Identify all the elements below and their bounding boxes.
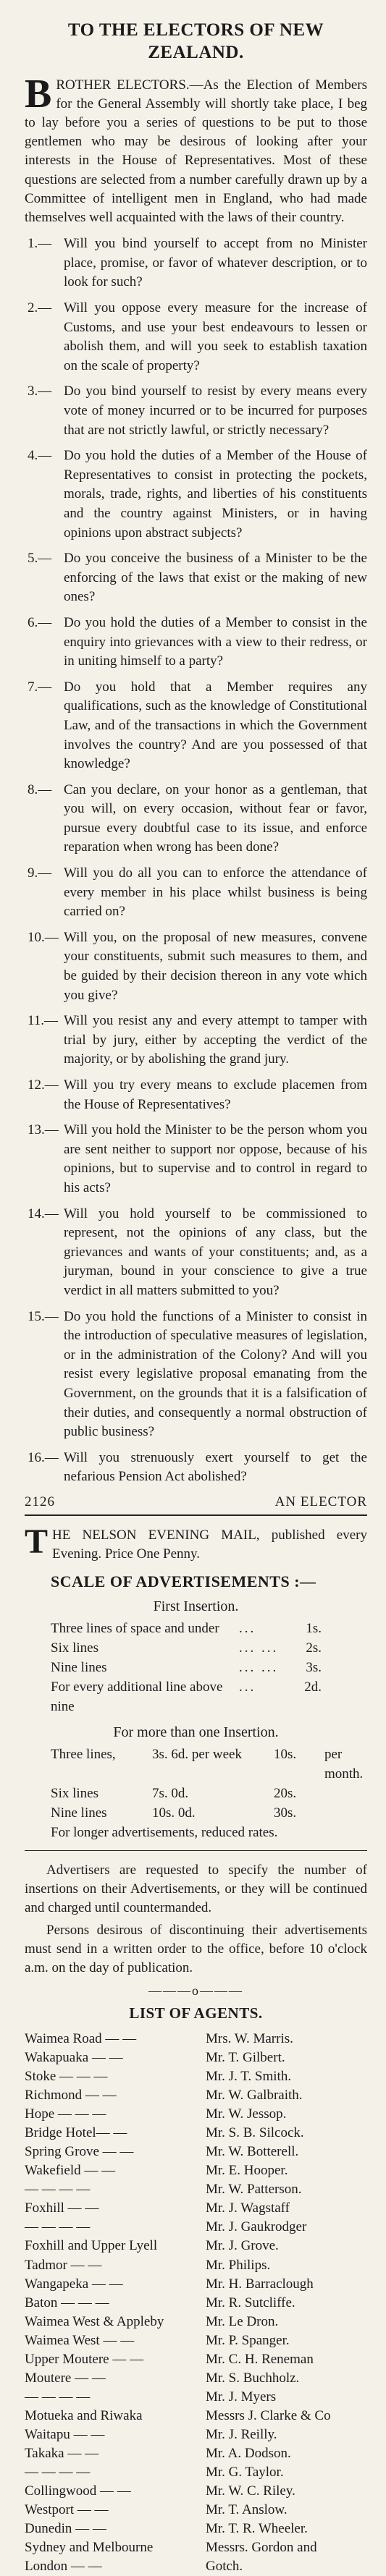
agent-place: Collingwood — — <box>25 2483 131 2499</box>
question-number: 10.— <box>28 929 59 945</box>
question-text: Do you hold the duties of a Member to consist in the enquiry into grievances with a view to their redress, or in uniting himself to a party? <box>64 614 367 669</box>
discontinue-paragraph: Persons desirous of discontinuing their advertisements must send in a written order to the office, before 10 o'clock a.m. on the day of publication. <box>25 1922 367 1976</box>
agent-place: Bridge Hotel— — <box>25 2125 127 2141</box>
agent-name: Mr. T. Anslow. <box>206 2501 288 2517</box>
agent-row <box>25 2143 367 2161</box>
agent-place: — — — — <box>25 2389 91 2405</box>
rate-row <box>51 1619 367 1639</box>
question-item <box>25 549 367 607</box>
signature-ref: 2126 <box>25 1494 55 1509</box>
question-text: Do you hold the duties of a Member of the House of Representatives to consist in protecting the pockets, morals, trade, rights, and liberties of his constituents and the country against Ministers, or in having opinions upon abstract subjects? <box>64 448 367 541</box>
agent-place: — — — — <box>25 2182 91 2198</box>
agent-row <box>25 2048 367 2067</box>
agent-row <box>25 2501 367 2520</box>
rate-leader: ... ... <box>239 1660 279 1676</box>
question-number: 2.— <box>28 300 52 316</box>
question-item <box>25 1012 367 1069</box>
rate-row <box>51 1658 367 1678</box>
agent-row <box>25 2124 367 2143</box>
agent-place: Spring Grove — — <box>25 2144 134 2160</box>
agent-name: Mr. J. T. Smith. <box>206 2069 292 2085</box>
multi-rate-row <box>51 1804 367 1823</box>
rate-price: 2d. <box>304 1679 322 1695</box>
agent-place: Dunedin — — <box>25 2520 106 2536</box>
multi-rate-unit: per month. <box>324 1747 364 1782</box>
question-item <box>25 1076 367 1114</box>
agent-name: Gotch. <box>206 2558 243 2574</box>
agent-name: Messrs J. Clarke & Co <box>206 2407 331 2423</box>
intro-dropcap: B <box>25 71 52 116</box>
agent-row <box>25 2482 367 2501</box>
agent-row <box>25 2557 367 2576</box>
question-number: 6.— <box>28 614 52 630</box>
question-text: Do you bind yourself to resist by every means every vote of money incurred or to be incurred for purposes that are not strictly lawful, or strictly necessary? <box>64 384 367 438</box>
mail-dropcap: T <box>25 1522 49 1561</box>
agent-place: — — — — <box>25 2464 91 2480</box>
multi-rate-week: 7s. 0d. <box>152 1786 189 1802</box>
agent-place: Wakefield — — <box>25 2163 116 2179</box>
question-text: Can you declare, on your honor as a gentleman, that you will, on every occasion, without fear or favor, pursue every doubtful case to its issue, and enforce reparation when wrong has been done? <box>64 781 367 855</box>
first-insertion-heading: First Insertion. <box>153 1598 239 1615</box>
question-item <box>25 678 367 774</box>
agent-name: Mr. E. Hooper. <box>206 2163 288 2179</box>
agent-row <box>25 2369 367 2388</box>
question-number: 11.— <box>28 1013 59 1029</box>
question-text: Will you hold yourself to be commissioned to represent, not the opinions of any class, but the grievances and wants of your constituents; and, as a juryman, bound in your conscience to give a true verdict in all matters submitted to you? <box>64 1206 367 1298</box>
agent-name: Mr. Philips. <box>206 2257 271 2273</box>
agent-row <box>25 2520 367 2538</box>
agent-place: Westport — — <box>25 2501 109 2517</box>
agent-name: Messrs. Gordon and <box>206 2539 317 2555</box>
agent-name: Mr. W. Patterson. <box>206 2182 302 2198</box>
question-number: 9.— <box>28 865 52 881</box>
agent-row <box>25 2425 367 2444</box>
multi-rate-week: 10s. 0d. <box>152 1805 196 1821</box>
agents-title: LIST OF AGENTS. <box>129 2004 263 2022</box>
multi-rate-lines: Nine lines <box>51 1805 107 1821</box>
question-item <box>25 928 367 1005</box>
agent-place: Sydney and Melbourne <box>25 2539 154 2555</box>
agent-row <box>25 2463 367 2482</box>
agent-row <box>25 2161 367 2180</box>
question-text: Will you oppose every measure for the increase of Customs, and use your best endeavours to lessen or abolish them, and will you seek to establish taxation on the scale of property? <box>64 300 367 373</box>
rate-row <box>51 1639 367 1658</box>
question-number: 8.— <box>28 781 52 797</box>
agent-place: Takaka — — <box>25 2445 99 2461</box>
rate-leader: ... ... <box>239 1640 279 1656</box>
question-number: 3.— <box>28 384 52 399</box>
agent-name: Mr. J. Myers <box>206 2389 277 2405</box>
agent-row <box>25 2313 367 2331</box>
agent-place: Waimea West — — <box>25 2332 135 2348</box>
agent-name: Mr. T. R. Wheeler. <box>206 2520 308 2536</box>
agent-name: Mr. W. Jessop. <box>206 2106 287 2122</box>
agent-row <box>25 2237 367 2255</box>
question-text: Will you, on the proposal of new measures, convene your constituents, submit such measures to them, and be guided by their decision thereon in any vote which you give? <box>64 929 367 1003</box>
headline <box>25 19 367 64</box>
rate-leader: ... <box>239 1621 256 1637</box>
question-text: Do you hold the functions of a Minister to consist in the introduction of speculative measures of legislation, or in the administration of the Colony? And will you resist every legislative proposal emanating from the Government, on the grounds that it is a falsification of their duties, and consequently a normal obstruction of public business? <box>64 1308 367 1440</box>
question-item <box>25 1308 367 1442</box>
agent-name: Mr. H. Barraclough <box>206 2276 314 2292</box>
agent-row <box>25 2256 367 2275</box>
rate-leader: ... <box>239 1679 256 1695</box>
agent-name: Mr. S. B. Silcock. <box>206 2125 304 2141</box>
multi-rate-month: 20s. <box>274 1786 297 1802</box>
agent-row <box>25 2444 367 2463</box>
divider-ornament: ———o——— <box>148 1983 243 1999</box>
question-text: Will you try every means to exclude placemen from the House of Representatives? <box>64 1077 367 1112</box>
multi-rate-week: 3s. 6d. per week <box>152 1747 242 1763</box>
agent-row <box>25 2294 367 2313</box>
agent-place: Upper Moutere — — <box>25 2351 144 2367</box>
rate-label: Six lines <box>51 1640 98 1656</box>
multi-rate-month: 30s. <box>274 1805 297 1821</box>
agent-name: Mr. G. Taylor. <box>206 2464 284 2480</box>
agent-place: Waitapu — — <box>25 2426 105 2442</box>
agent-row <box>25 2350 367 2369</box>
agent-name: Mr. Le Dron. <box>206 2313 279 2329</box>
rate-label: For every additional line above nine <box>51 1679 223 1715</box>
agent-place: London — — <box>25 2558 102 2574</box>
agent-place: Moutere — — <box>25 2370 106 2386</box>
agent-name: Mr. R. Sutcliffe. <box>206 2295 295 2310</box>
agent-name: Mr. C. H. Reneman <box>206 2351 314 2367</box>
question-text: Will you bind yourself to accept from no Minister place, promise, or favor of whatever description, or to look for such? <box>64 236 367 290</box>
question-text: Do you hold that a Member requires any qualifications, such as the knowledge of Constitutional Law, and of the transactions in which the Government involves the country? And are you possessed of that knowledge? <box>64 679 367 772</box>
signature-line <box>25 1494 367 1510</box>
headline-line-1: TO THE ELECTORS OF NEW <box>67 20 324 40</box>
agent-place: Richmond — — <box>25 2088 117 2103</box>
advertisers-paragraph: Advertisers are requested to specify the number of insertions on their Advertisements, or they will be continued and charged until countermanded. <box>25 1863 367 1916</box>
agent-name: Mr. J. Gaukrodger <box>206 2219 307 2235</box>
more-insertion-heading: For more than one Insertion. <box>113 1724 279 1741</box>
agent-row <box>25 2331 367 2350</box>
question-item <box>25 299 367 376</box>
mail-notice <box>25 1522 367 1564</box>
agent-row <box>25 2105 367 2124</box>
multi-rate-lines: Six lines <box>51 1786 98 1802</box>
question-number: 14.— <box>28 1206 59 1221</box>
question-number: 12.— <box>28 1077 59 1093</box>
rate-label: Nine lines <box>51 1660 107 1676</box>
question-item <box>25 864 367 922</box>
agent-place: Waimea Road — — <box>25 2031 137 2047</box>
agent-row <box>25 2275 367 2294</box>
agent-name: Mr. J. Wagstaff <box>206 2200 290 2216</box>
rate-price: 1s. <box>306 1621 322 1637</box>
question-number: 5.— <box>28 551 52 567</box>
mail-text: HE NELSON EVENING MAIL, published every Evening. Price One Penny. <box>52 1527 367 1562</box>
agent-place: — — — — <box>25 2219 91 2235</box>
agent-name: Mr. S. Buchholz. <box>206 2370 300 2386</box>
question-text: Will you do all you can to enforce the attendance of every member in his place whilst business is being carried on? <box>64 865 367 920</box>
agent-name: Mr. W. C. Riley. <box>206 2483 295 2499</box>
agent-place: Foxhill and Upper Lyell <box>25 2238 158 2254</box>
question-text: Do you conceive the business of a Minister to be the enforcing of the laws that exist or the making of new ones? <box>64 551 367 605</box>
agent-place: Motueka and Riwaka <box>25 2407 143 2423</box>
agent-name: Mr. W. Galbraith. <box>206 2088 303 2103</box>
agents-list <box>25 2030 367 2575</box>
agent-row <box>25 2218 367 2237</box>
agent-place: Wangapeka — — <box>25 2276 123 2292</box>
agent-row <box>25 2180 367 2199</box>
question-number: 1.— <box>28 236 52 252</box>
multi-rate-row <box>51 1745 367 1784</box>
question-item <box>25 1205 367 1301</box>
agent-name: Mr. J. Reilly. <box>206 2426 277 2442</box>
rate-label: Three lines of space and under <box>51 1621 219 1637</box>
questions-list <box>25 234 367 1487</box>
agent-row <box>25 2067 367 2086</box>
multi-rate-lines: Three lines, <box>51 1747 116 1763</box>
question-item <box>25 382 367 440</box>
rate-price: 3s. <box>306 1660 322 1676</box>
ad-scale-title: SCALE OF ADVERTISEMENTS :— <box>51 1572 316 1591</box>
agent-place: Wakapuaka — — <box>25 2050 123 2066</box>
multi-rate-unit <box>324 1784 359 1804</box>
agent-name: Mr. W. Botterell. <box>206 2144 299 2160</box>
rate-price: 2s. <box>306 1640 322 1656</box>
question-text: Will you hold the Minister to be the person whom you are sent neither to support nor oppose, because of his opinions, but to supervise and to control in regard to his acts? <box>64 1122 367 1195</box>
section-rule <box>25 1514 367 1516</box>
agent-place: Baton — — — <box>25 2295 109 2310</box>
agent-row <box>25 2199 367 2218</box>
agent-name: Mrs. W. Marris. <box>206 2031 293 2047</box>
agent-row <box>25 2407 367 2425</box>
question-item <box>25 234 367 292</box>
question-number: 4.— <box>28 448 52 464</box>
agent-row <box>25 2538 367 2557</box>
agent-place: Hope — — — <box>25 2106 106 2122</box>
agent-name: Mr. A. Dodson. <box>206 2445 291 2461</box>
multi-rate-month: 10s. <box>274 1747 297 1763</box>
signature-name: AN ELECTOR <box>274 1494 367 1509</box>
multi-rate-row <box>51 1784 367 1804</box>
agent-name: Mr. J. Grove. <box>206 2238 279 2254</box>
agent-place: Foxhill — — <box>25 2200 99 2216</box>
agent-place: Stoke — — — <box>25 2069 108 2085</box>
headline-line-2: ZEALAND. <box>148 43 244 63</box>
question-number: 13.— <box>28 1122 59 1138</box>
agent-row <box>25 2086 367 2105</box>
question-item <box>25 614 367 671</box>
multi-rate-unit <box>324 1804 359 1823</box>
agent-place: Waimea West & Appleby <box>25 2313 164 2329</box>
agent-row <box>25 2030 367 2048</box>
rate-row <box>51 1678 367 1717</box>
question-item <box>25 446 367 543</box>
agent-row <box>25 2388 367 2407</box>
question-text: Will you strenuously exert yourself to get the nefarious Pension Act abolished? <box>64 1449 367 1485</box>
first-insertion-rates <box>25 1619 367 1717</box>
longer-ads-note: For longer advertisements, reduced rates. <box>51 1825 278 1841</box>
ad-rule <box>25 1850 367 1851</box>
question-item <box>25 1121 367 1198</box>
question-number: 15.— <box>28 1308 59 1324</box>
question-item <box>25 1449 367 1487</box>
question-item <box>25 781 367 857</box>
question-text: Will you resist any and every attempt to tamper with trial by jury, either by accepting the verdict of the majority, or by abolishing the grand jury. <box>64 1013 367 1067</box>
question-number: 7.— <box>28 679 52 695</box>
intro-paragraph <box>25 71 367 228</box>
agent-name: Mr. P. Spanger. <box>206 2332 290 2348</box>
more-insertion-rates <box>25 1745 367 1823</box>
question-number: 16.— <box>28 1449 59 1465</box>
agent-name: Mr. T. Gilbert. <box>206 2050 285 2066</box>
intro-text: ROTHER ELECTORS.—As the Election of Members for the General Assembly will shortly take place, I beg to lay before you a series of questions to be put to those gentlemen who may be desirous of looking after your interests in the House of Representatives. Most of these questions are selected from a number carefully drawn up by a Committee of intelligent men in England, who had made themselves well acquainted with the laws of their country. <box>25 77 367 226</box>
agent-place: Tadmor — — <box>25 2257 102 2273</box>
